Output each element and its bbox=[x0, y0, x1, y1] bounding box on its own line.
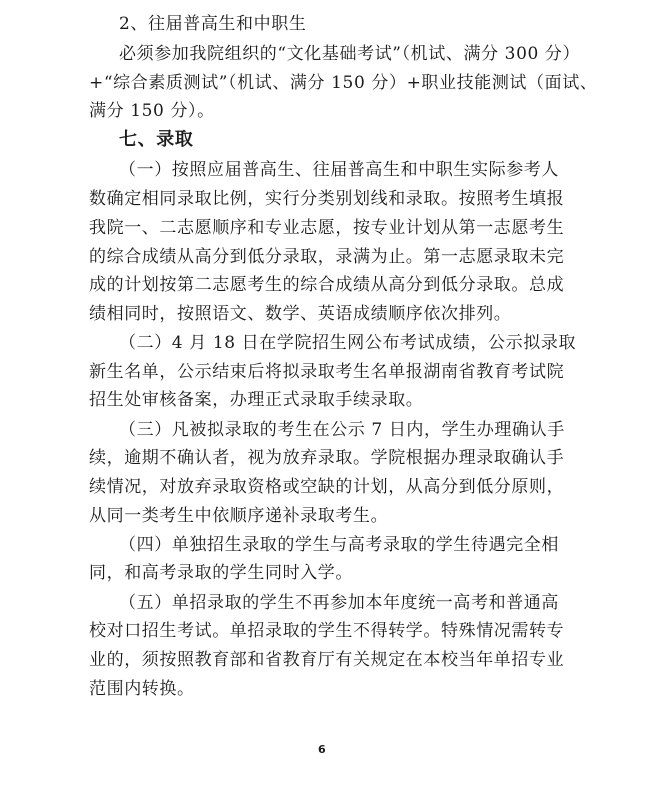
p4-line-2: 同，和高考录取的学生同时入学。 bbox=[89, 563, 353, 583]
p2-line-2: 新生名单，公示结束后将拟录取考生名单报湖南省教育考试院 bbox=[89, 362, 565, 382]
p5-line-4: 范围内转换。 bbox=[89, 679, 195, 699]
p3-line-3: 续情况，对放弃录取资格或空缺的计划，从高分到低分原则， bbox=[89, 477, 565, 497]
subheading-section-2: 2、往届普高生和中职生 bbox=[119, 14, 307, 34]
p3-line-1: （三）凡被拟录取的考生在公示 7 日内，学生办理确认手 bbox=[119, 420, 565, 440]
p1-line-3: 我院一、二志愿顺序和专业志愿，按专业计划从第一志愿考生 bbox=[89, 218, 565, 238]
p3-line-4: 从同一类考生中依顺序递补录取考生。 bbox=[89, 506, 389, 526]
p1-line-5: 成的计划按第二志愿考生的综合成绩从高分到低分录取。总成 bbox=[89, 275, 565, 295]
p5-line-2: 校对口招生考试。单招录取的学生不得转学。特殊情况需转专 bbox=[89, 621, 565, 641]
p5-line-3: 业的，须按照教育部和省教育厅有关规定在本校当年单招专业 bbox=[89, 650, 565, 670]
page-number: 6 bbox=[318, 743, 326, 756]
section-2-line-3: 满分 150 分）。 bbox=[89, 101, 215, 121]
section-2-line-1: 必须参加我院组织的“文化基础考试”（机试、满分 300 分） bbox=[119, 44, 581, 64]
p2-line-3: 招生处审核备案，办理正式录取手续录取。 bbox=[89, 390, 424, 410]
p1-line-1: （一）按照应届普高生、往届普高生和中职生实际参考人 bbox=[119, 160, 559, 180]
section-2-line-2: +“综合素质测试”（机试、满分 150 分）+职业技能测试（面试、 bbox=[89, 73, 598, 93]
p1-line-6: 绩相同时，按照语文、数学、英语成绩顺序依次排列。 bbox=[89, 304, 512, 324]
heading-admission: 七、录取 bbox=[119, 129, 194, 150]
p5-line-1: （五）单招录取的学生不再参加本年度统一高考和普通高 bbox=[119, 593, 559, 613]
p1-line-4: 的综合成绩从高分到低分录取，录满为止。第一志愿录取未完 bbox=[89, 247, 565, 267]
p4-line-1: （四）单独招生录取的学生与高考录取的学生待遇完全相 bbox=[119, 535, 559, 555]
p3-line-2: 续，逾期不确认者，视为放弃录取。学院根据办理录取确认手 bbox=[89, 448, 565, 468]
p2-line-1: （二）4 月 18 日在学院招生网公布考试成绩，公示拟录取 bbox=[119, 333, 577, 353]
p1-line-2: 数确定相同录取比例，实行分类别划线和录取。按照考生填报 bbox=[89, 189, 565, 209]
